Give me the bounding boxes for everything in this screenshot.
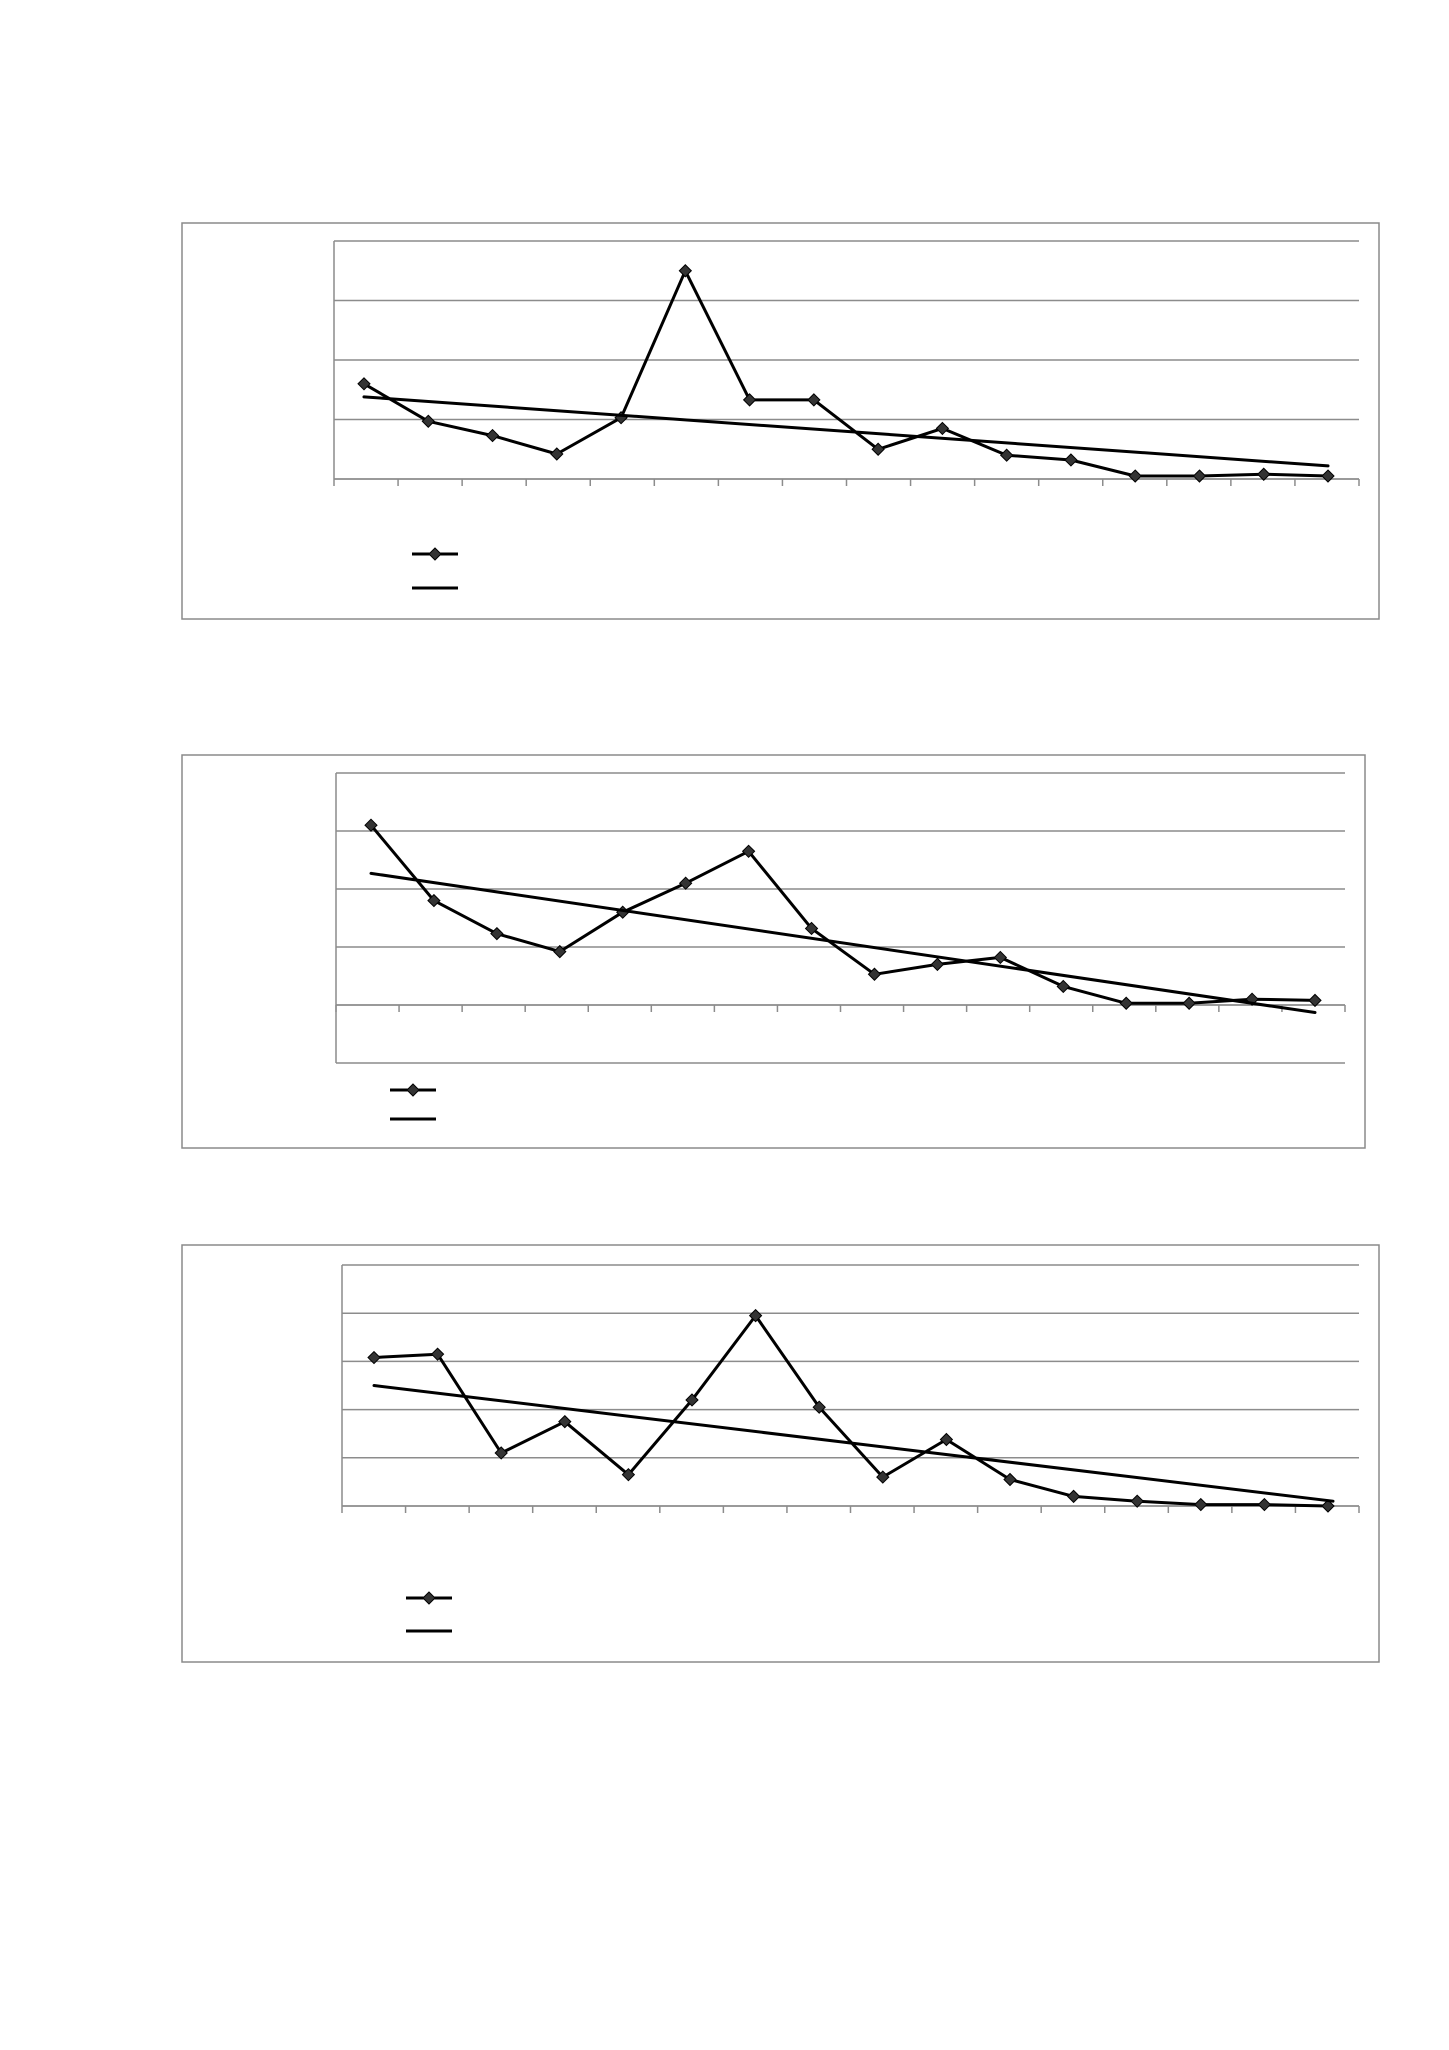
chart-2 [182,755,1365,1148]
chart-frame [182,1245,1379,1662]
chart-1 [182,223,1379,619]
chart-frame [182,223,1379,619]
chart-frame [182,755,1365,1148]
chart-3 [182,1245,1379,1662]
